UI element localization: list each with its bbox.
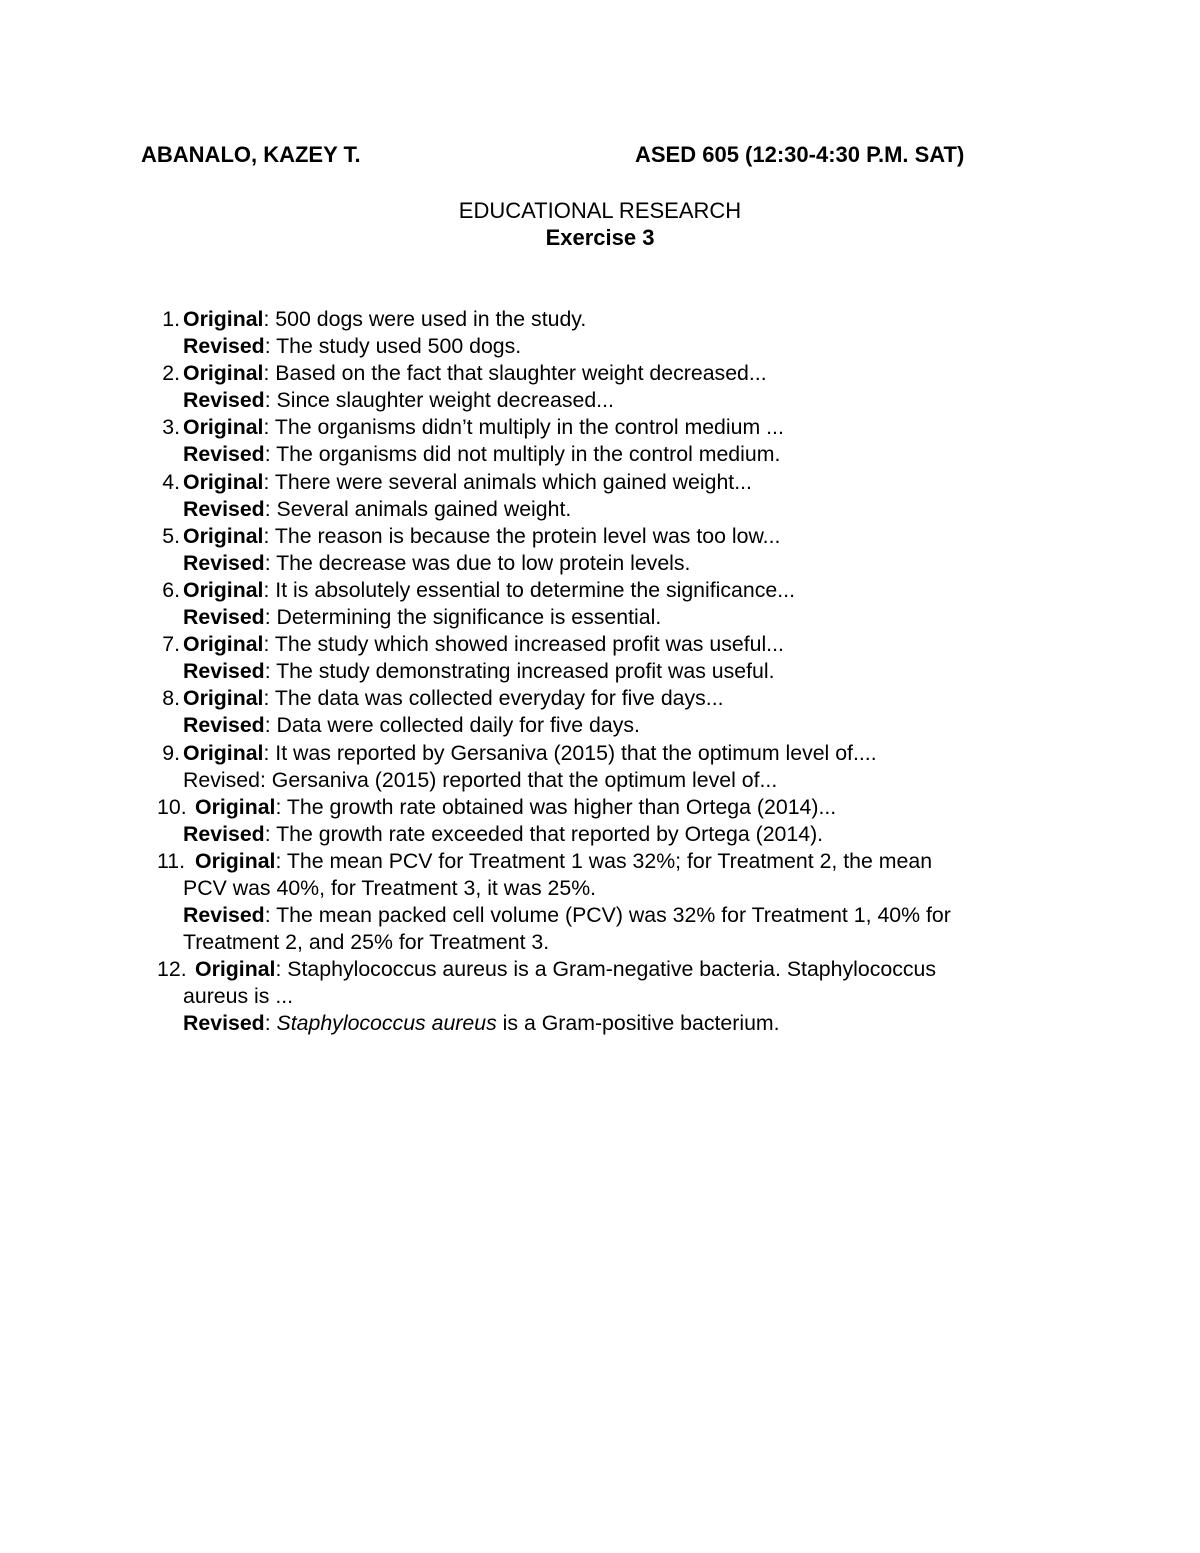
item-number: 11. — [157, 848, 186, 873]
original-line-continued — [183, 875, 1063, 902]
revised-line — [183, 604, 1063, 631]
list-item — [0, 794, 1063, 848]
original-text: PCV was 40%, for Treatment 3, it was 25%. — [183, 875, 597, 900]
revised-line-continued — [183, 929, 1063, 956]
original-text: : Staphylococcus aureus is a Gram-negative bacteria. Staphylococcus — [275, 957, 937, 982]
exercise-list — [0, 306, 1200, 1038]
revised-label: Revised — [183, 767, 260, 792]
item-number: 1. — [162, 307, 180, 331]
list-item — [0, 685, 1063, 739]
revised-label: Revised — [183, 496, 265, 521]
revised-text: : The decrease was due to low protein levels. — [264, 550, 691, 575]
list-item — [0, 848, 1063, 956]
header-row — [0, 142, 1200, 172]
original-line — [183, 631, 1063, 658]
revised-text-prefix: : — [264, 1011, 277, 1036]
item-number: 10. — [157, 794, 187, 819]
revised-text: : Since slaughter weight decreased... — [264, 388, 614, 413]
revised-text: : Gersaniva (2015) reported that the optimum level of... — [259, 767, 778, 792]
revised-text: : Data were collected daily for five days. — [264, 713, 640, 738]
original-line — [183, 794, 1063, 821]
revised-text: Treatment 2, and 25% for Treatment 3. — [183, 930, 550, 955]
revised-text: : The study used 500 dogs. — [264, 334, 522, 359]
original-label: Original — [183, 415, 264, 440]
original-line — [183, 306, 1063, 333]
original-label: Original — [183, 361, 264, 386]
title-block — [0, 197, 1200, 251]
item-number: 6. — [162, 577, 180, 602]
revised-label: Revised — [183, 334, 265, 359]
revised-text: : The growth rate exceeded that reported by Ortega (2014). — [264, 821, 824, 846]
original-line — [183, 523, 1063, 550]
original-line — [183, 360, 1063, 387]
species-name: Staphylococcus aureus — [276, 1011, 497, 1036]
item-number: 7. — [162, 632, 180, 657]
revised-line — [183, 821, 1063, 848]
revised-label: Revised — [183, 821, 265, 846]
revised-line — [183, 333, 1063, 360]
original-text: : The mean PCV for Treatment 1 was 32%; for Treatment 2, the mean — [275, 848, 933, 873]
revised-line — [183, 550, 1063, 577]
original-line — [183, 740, 1063, 767]
original-text: : The growth rate obtained was higher than Ortega (2014)... — [275, 794, 837, 819]
revised-text: is a Gram-positive bacterium. — [496, 1011, 780, 1036]
revised-text: : The study demonstrating increased profit was useful. — [264, 659, 775, 684]
revised-text: : The mean packed cell volume (PCV) was 32% for Treatment 1, 40% for — [264, 903, 951, 928]
revised-label: Revised — [183, 713, 265, 738]
item-number: 9. — [162, 740, 180, 765]
item-number: 5. — [162, 523, 180, 548]
revised-line — [183, 441, 1063, 468]
list-item — [0, 414, 1063, 468]
list-item — [0, 523, 1063, 577]
revised-label: Revised — [183, 659, 265, 684]
original-label: Original — [183, 469, 264, 494]
document-title: EDUCATIONAL RESEARCH — [458, 198, 742, 223]
revised-line — [183, 902, 1063, 929]
list-item — [0, 577, 1063, 631]
original-text: : 500 dogs were used in the study. — [263, 307, 587, 331]
list-item — [0, 306, 1063, 360]
revised-text: : Several animals gained weight. — [264, 496, 572, 521]
revised-label: Revised — [183, 605, 265, 630]
original-line — [183, 956, 1063, 983]
original-label: Original — [195, 957, 276, 982]
revised-text: : Determining the significance is essential. — [264, 605, 662, 630]
original-text: : The reason is because the protein level was too low... — [263, 523, 781, 548]
revised-label: Revised — [183, 903, 265, 928]
original-line — [183, 577, 1063, 604]
item-number: 2. — [162, 361, 180, 386]
revised-label: Revised — [183, 1011, 265, 1036]
list-item — [0, 956, 1063, 1037]
original-text: : The data was collected everyday for five days... — [263, 686, 724, 711]
original-line — [183, 685, 1063, 712]
item-number: 12. — [157, 957, 187, 982]
revised-text: : The organisms did not multiply in the control medium. — [264, 442, 781, 467]
original-label: Original — [195, 848, 276, 873]
list-item — [0, 469, 1063, 523]
original-line-continued — [183, 983, 1063, 1010]
original-text: : There were several animals which gained weight... — [263, 469, 752, 494]
revised-line — [183, 658, 1063, 685]
list-item — [0, 631, 1063, 685]
original-label: Original — [183, 632, 264, 657]
revised-label: Revised — [183, 388, 265, 413]
revised-label: Revised — [183, 442, 265, 467]
list-item — [0, 740, 1063, 794]
original-text: aureus is ... — [183, 984, 294, 1009]
student-name: ABANALO, KAZEY T. — [141, 142, 361, 167]
course-info: ASED 605 (12:30-4:30 P.M. SAT) — [635, 142, 965, 167]
original-label: Original — [183, 577, 264, 602]
revised-line — [183, 767, 1063, 794]
revised-line — [183, 1010, 1063, 1037]
original-label: Original — [183, 686, 264, 711]
original-label: Original — [195, 794, 276, 819]
original-text: : It is absolutely essential to determine the significance... — [263, 577, 795, 602]
exercise-title: Exercise 3 — [545, 225, 655, 250]
item-number: 4. — [162, 469, 180, 494]
list-item — [0, 360, 1063, 414]
original-line — [183, 469, 1063, 496]
revised-label: Revised — [183, 550, 265, 575]
original-line — [183, 414, 1063, 441]
original-text: : It was reported by Gersaniva (2015) that the optimum level of.... — [263, 740, 877, 765]
revised-line — [183, 496, 1063, 523]
original-text: : Based on the fact that slaughter weight decreased... — [263, 361, 767, 386]
item-number: 8. — [162, 686, 180, 711]
revised-line — [183, 387, 1063, 414]
original-label: Original — [183, 307, 264, 331]
original-text: : The organisms didn’t multiply in the control medium ... — [263, 415, 784, 440]
original-label: Original — [183, 523, 264, 548]
revised-line — [183, 712, 1063, 739]
original-label: Original — [183, 740, 264, 765]
original-text: : The study which showed increased profit was useful... — [263, 632, 784, 657]
original-line — [183, 848, 1063, 875]
item-number: 3. — [162, 415, 180, 440]
